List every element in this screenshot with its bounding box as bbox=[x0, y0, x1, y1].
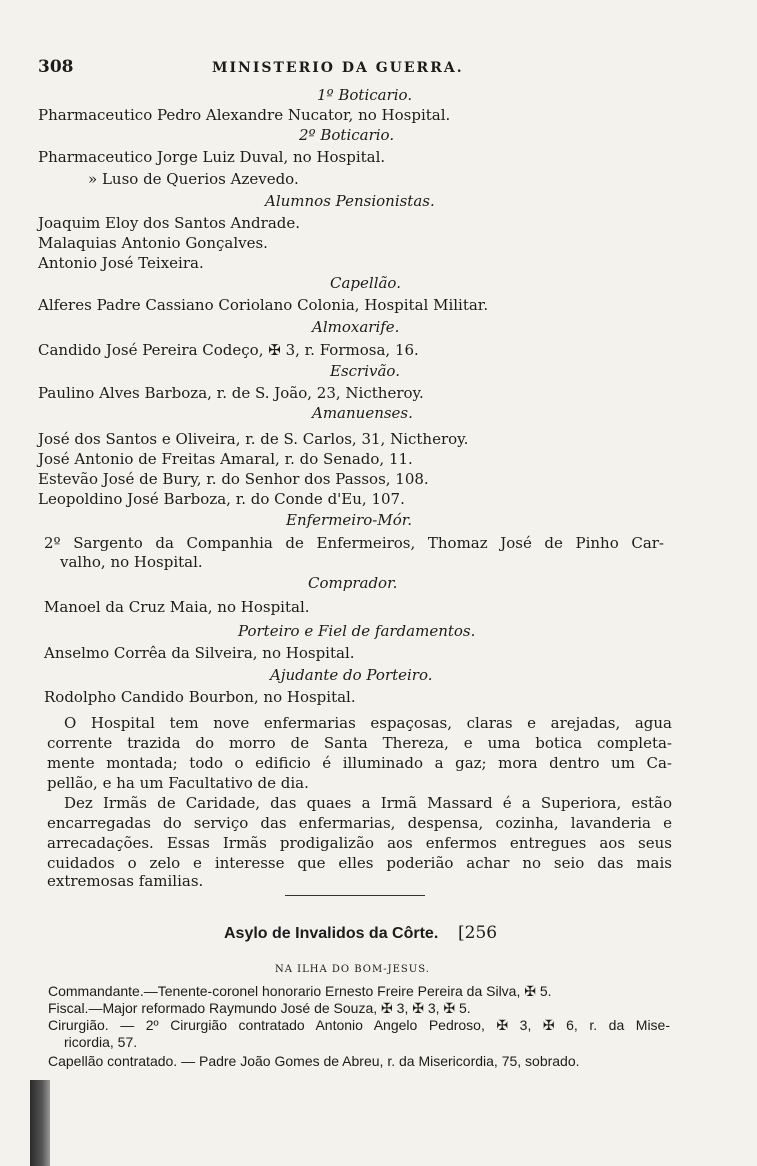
heading-alumnos: Alumnos Pensionistas. bbox=[265, 192, 435, 210]
list-item: Candido José Pereira Codeço, ✠ 3, r. Formosa, 16. bbox=[38, 341, 419, 359]
heading-porteiro: Porteiro e Fiel de fardamentos. bbox=[238, 622, 476, 640]
section-divider bbox=[285, 895, 425, 896]
paragraph-line: extremosas familias. bbox=[47, 872, 204, 890]
list-item: Rodolpho Candido Bourbon, no Hospital. bbox=[44, 688, 356, 706]
list-item: Alferes Padre Cassiano Coriolano Colonia, Hospital Militar. bbox=[38, 296, 489, 314]
list-item: Pharmaceutico Jorge Luiz Duval, no Hospital. bbox=[38, 148, 386, 166]
heading-amanuenses: Amanuenses. bbox=[312, 404, 413, 422]
heading-ajudante-porteiro: Ajudante do Porteiro. bbox=[270, 666, 433, 684]
heading-1-boticario: 1º Boticario. bbox=[317, 86, 413, 104]
heading-capellao: Capellão. bbox=[330, 274, 401, 292]
entry-line: Fiscal.—Major reformado Raymundo José de Souza, ✠ 3, ✠ 3, ✠ 5. bbox=[48, 1000, 471, 1016]
list-item: Leopoldino José Barboza, r. do Conde d'Eu, 107. bbox=[38, 490, 405, 508]
page-title: MINISTERIO DA GUERRA. bbox=[212, 60, 464, 76]
paragraph-line: arrecadações. Essas Irmãs prodigalizão aos enfermos entregues aos seus bbox=[47, 834, 672, 852]
list-item: Joaquim Eloy dos Santos Andrade. bbox=[38, 214, 301, 232]
paragraph-line: corrente trazida do morro de Santa Thereza, e uma botica completa- bbox=[47, 734, 672, 752]
list-item: 2º Sargento da Companhia de Enfermeiros, Thomaz José de Pinho Car- bbox=[44, 534, 664, 552]
page-number: 308 bbox=[38, 57, 74, 77]
paragraph-line: O Hospital tem nove enfermarias espaçosas, claras e arejadas, agua bbox=[64, 714, 672, 732]
list-item: José Antonio de Freitas Amaral, r. do Senado, 11. bbox=[38, 450, 413, 468]
list-item: » Luso de Querios Azevedo. bbox=[88, 170, 299, 188]
binding-edge-shadow bbox=[30, 1080, 50, 1166]
list-item: Anselmo Corrêa da Silveira, no Hospital. bbox=[44, 644, 355, 662]
list-item: Pharmaceutico Pedro Alexandre Nucator, no Hospital. bbox=[38, 106, 451, 124]
list-item: Antonio José Teixeira. bbox=[38, 254, 204, 272]
entry-line: Capellão contratado. — Padre João Gomes de Abreu, r. da Misericordia, 75, sobrado. bbox=[48, 1053, 580, 1069]
list-item: valho, no Hospital. bbox=[60, 553, 203, 571]
paragraph-line: pellão, e ha um Facultativo de dia. bbox=[47, 774, 309, 792]
list-item: José dos Santos e Oliveira, r. de S. Carlos, 31, Nictheroy. bbox=[38, 430, 469, 448]
list-item: Paulino Alves Barboza, r. de S. João, 23, Nictheroy. bbox=[38, 384, 424, 402]
section-subtitle: NA ILHA DO BOM-JESUS. bbox=[275, 964, 430, 975]
heading-enfermeiro-mor: Enfermeiro-Mór. bbox=[286, 511, 413, 529]
section-ref: [256 bbox=[458, 923, 498, 943]
heading-escrivao: Escrivão. bbox=[330, 362, 400, 380]
entry-line: Commandante.—Tenente-coronel honorario Ernesto Freire Pereira da Silva, ✠ 5. bbox=[48, 983, 552, 999]
paragraph-line: Dez Irmãs de Caridade, das quaes a Irmã Massard é a Superiora, estão bbox=[64, 794, 672, 812]
list-item: Estevão José de Bury, r. do Senhor dos Passos, 108. bbox=[38, 470, 429, 488]
paragraph-line: encarregadas do serviço das enfermarias, despensa, cozinha, lavanderia e bbox=[47, 814, 672, 832]
paragraph-line: mente montada; todo o edificio é illuminado a gaz; mora dentro um Ca- bbox=[47, 754, 672, 772]
entry-line: ricordia, 57. bbox=[64, 1034, 138, 1050]
list-item: Manoel da Cruz Maia, no Hospital. bbox=[44, 598, 310, 616]
entry-line: Cirurgião. — 2º Cirurgião contratado Antonio Angelo Pedroso, ✠ 3, ✠ 6, r. da Mise- bbox=[48, 1017, 670, 1033]
list-item: Malaquias Antonio Gonçalves. bbox=[38, 234, 268, 252]
section-title: Asylo de Invalidos da Côrte. bbox=[224, 925, 439, 942]
heading-almoxarife: Almoxarife. bbox=[312, 318, 400, 336]
heading-comprador: Comprador. bbox=[308, 574, 398, 592]
heading-2-boticario: 2º Boticario. bbox=[299, 126, 395, 144]
paragraph-line: cuidados o zelo e interesse que elles poderião achar no seio das mais bbox=[47, 854, 672, 872]
